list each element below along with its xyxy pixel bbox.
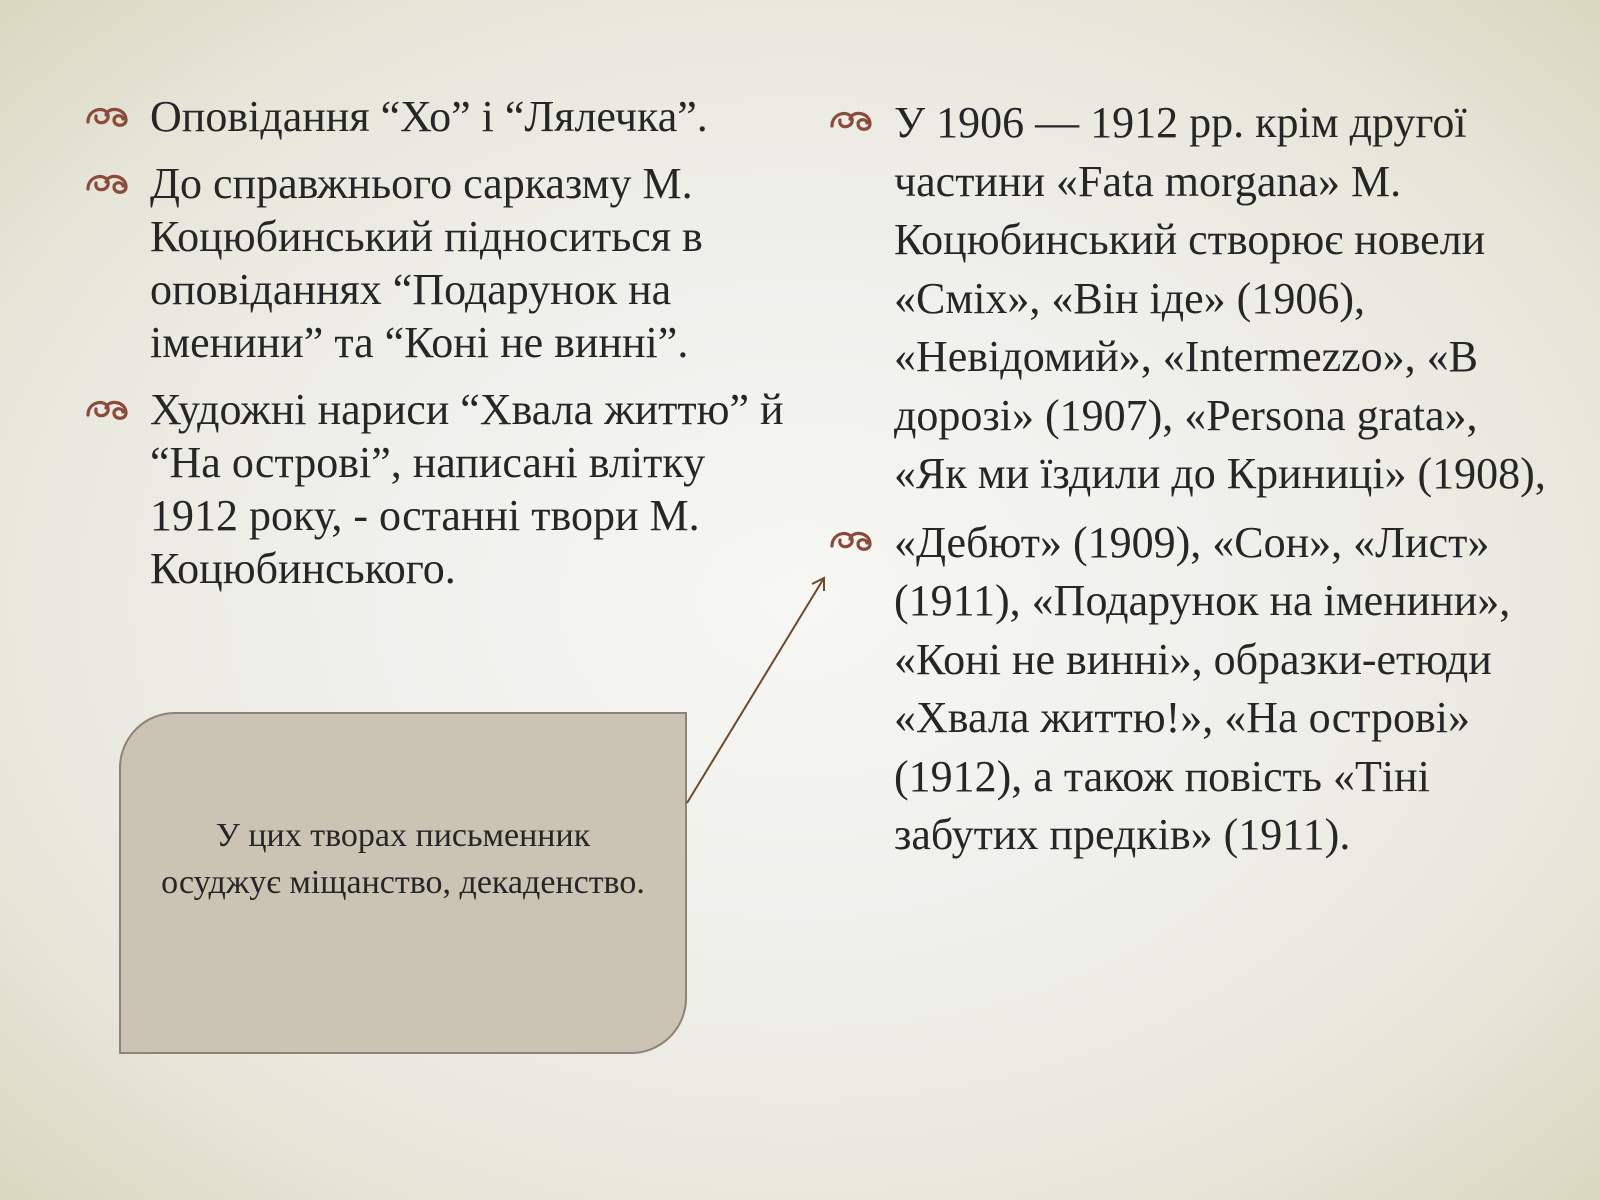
callout-box: [119, 712, 687, 1054]
left-column: [84, 90, 804, 609]
right-bullet-item-1: [828, 94, 1548, 504]
left-bullet-item-1: [84, 90, 804, 143]
left-bullet-item-3: [84, 383, 804, 595]
right-column: [828, 94, 1548, 875]
right-bullet-text-2: «Дебют» (1909), «Сон», «Лист» (1911), «Подарунок на іменини», «Коні не винні», образки-етюди «Хвала життю!», «На острові» (1912), а також повість «Тіні забутих предків» (1911).: [894, 517, 1511, 859]
left-bullet-text-3: Художні нариси “Хвала життю” й “На острові”, написані влітку 1912 року, - останні твори М. Коцюбинського.: [150, 385, 784, 593]
arrow-head-icon: [812, 578, 824, 591]
left-bullet-item-2: [84, 157, 804, 369]
callout-text: У цих творах письменник осуджує міщанство, декаденство.: [161, 817, 645, 901]
curl-ornament-icon: [84, 100, 130, 130]
right-bullet-item-2: [828, 514, 1548, 865]
curl-ornament-icon: [828, 104, 874, 134]
right-bullet-text-1: У 1906 — 1912 рр. крім другої частини «Fata morgana» М. Коцюбинський створює новели «Сміх», «Він іде» (1906), «Невідомий», «Intermezzo», «В дорозі» (1907), «Persona grata», «Як ми їздили до Криниці» (1908),: [894, 98, 1546, 498]
curl-ornament-icon: [84, 393, 130, 423]
left-bullet-text-2: До справжнього сарказму М. Коцюбинський підноситься в оповіданнях “Подарунок на іменини” та “Коні не винні”.: [150, 159, 703, 367]
curl-ornament-icon: [828, 524, 874, 554]
curl-ornament-icon: [84, 167, 130, 197]
left-bullet-text-1: Оповідання “Хо” і “Лялечка”.: [150, 92, 708, 141]
